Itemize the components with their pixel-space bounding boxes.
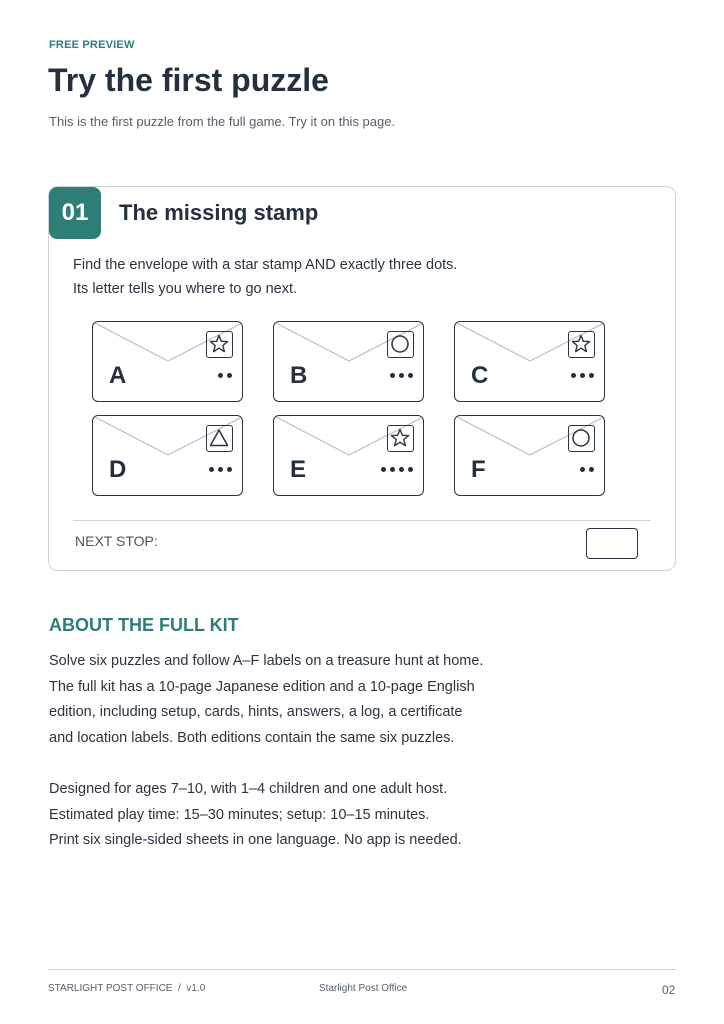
envelope-dots — [390, 373, 413, 378]
divider — [73, 520, 651, 521]
puzzle-instruction-1: Find the envelope with a star stamp AND exactly three dots. — [73, 257, 458, 273]
about-line: and location labels. Both editions contain the same six puzzles. — [49, 729, 455, 746]
dot — [209, 467, 214, 472]
dot — [589, 373, 594, 378]
triangle-icon — [206, 425, 233, 452]
page-subtitle: This is the first puzzle from the full game. Try it on this page. — [49, 114, 396, 129]
envelope-letter: D — [109, 456, 127, 483]
about-line: Solve six puzzles and follow A–F labels on a treasure hunt at home. — [49, 653, 484, 669]
envelope-b — [273, 321, 424, 402]
puzzle-number-badge: 01 — [49, 187, 101, 239]
dot — [580, 373, 585, 378]
about-line: Print six single-sided sheets in one language. No app is needed. — [49, 832, 462, 848]
dot — [580, 467, 585, 472]
dot — [381, 467, 386, 472]
dot — [399, 373, 404, 378]
envelope-letter: C — [471, 362, 489, 389]
page-number: 02 — [662, 983, 676, 997]
dot — [227, 467, 232, 472]
puzzle-title: The missing stamp — [119, 200, 319, 225]
puzzle-instruction-2: Its letter tells you where to go next. — [73, 281, 298, 297]
circle-icon — [387, 331, 414, 358]
page-title: Try the first puzzle — [48, 62, 329, 98]
footer-center: Starlight Post Office — [319, 983, 408, 994]
star-icon — [568, 331, 595, 358]
dot — [227, 373, 232, 378]
circle-icon — [568, 425, 595, 452]
star-icon — [206, 331, 233, 358]
star-icon — [387, 425, 414, 452]
dot — [571, 373, 576, 378]
about-heading: ABOUT THE FULL KIT — [49, 615, 239, 635]
dot — [390, 373, 395, 378]
about-line: edition, including setup, cards, hints, answers, a log, a certificate — [49, 704, 463, 720]
dot — [399, 467, 404, 472]
dot — [218, 467, 223, 472]
envelope-dots — [381, 467, 413, 472]
envelope-letter: B — [290, 362, 308, 389]
envelope-dots — [571, 373, 594, 378]
footer-left: STARLIGHT POST OFFICE / v1.0 — [48, 983, 206, 994]
next-stop-label: NEXT STOP: — [75, 533, 158, 549]
envelope-dots — [218, 373, 232, 378]
dot — [408, 373, 413, 378]
envelope-d — [92, 415, 243, 496]
dot — [589, 467, 594, 472]
envelope-e — [273, 415, 424, 496]
envelope-letter: E — [290, 456, 307, 483]
about-line: Designed for ages 7–10, with 1–4 children and one adult host. — [49, 781, 448, 797]
dot — [218, 373, 223, 378]
about-line: The full kit has a 10-page Japanese edition and a 10-page English — [49, 678, 475, 695]
dot — [390, 467, 395, 472]
next-stop-answer-box[interactable] — [586, 528, 638, 559]
envelope-dots — [209, 467, 232, 472]
envelope-f — [454, 415, 605, 496]
about-line: Estimated play time: 15–30 minutes; setup: 10–15 minutes. — [49, 806, 430, 823]
dot — [408, 467, 413, 472]
eyebrow-label: FREE PREVIEW — [49, 39, 135, 51]
envelope-letter: A — [109, 362, 127, 389]
envelope-dots — [580, 467, 594, 472]
footer-divider — [48, 969, 676, 970]
envelope-a — [92, 321, 243, 402]
about-paragraph-2 — [49, 777, 462, 854]
envelope-c — [454, 321, 605, 402]
about-paragraph-1 — [49, 649, 483, 751]
envelope-letter: F — [471, 456, 486, 483]
